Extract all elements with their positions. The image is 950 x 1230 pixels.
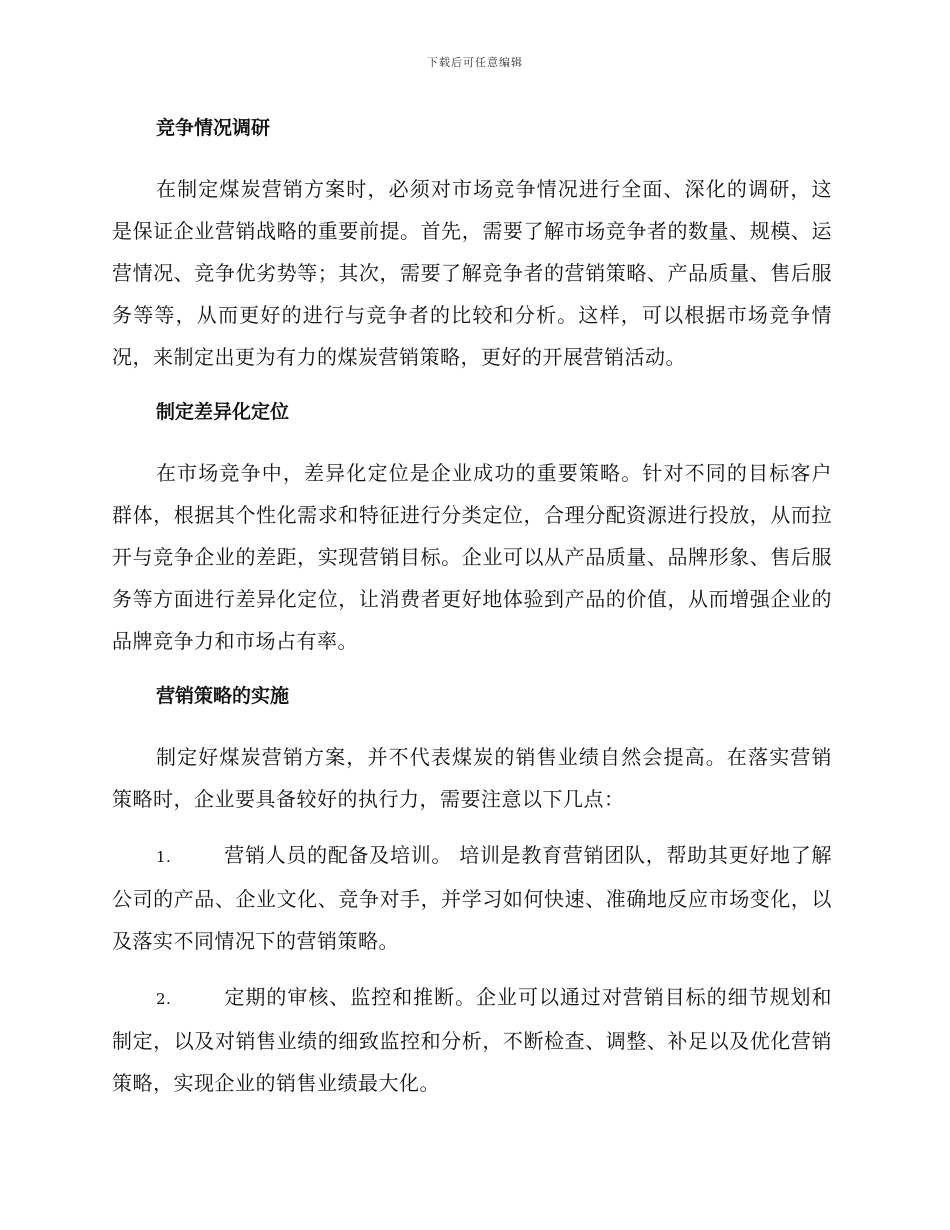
list-item-number: 1. xyxy=(156,848,172,866)
paragraph-differentiation: 在市场竞争中，差异化定位是企业成功的重要策略。针对不同的目标客户群体，根据其个性化需求和特征进行分类定位，合理分配资源进行投放，从而拉开与竞争企业的差距，实现营销目标。企业可以从产品质量、品牌形象、售后服务等方面进行差异化定位，让消费者更好地体验到产品的价值，从而增强企业的品牌竞争力和市场占有率。 xyxy=(112,461,832,653)
paragraph-strategy-implementation: 制定好煤炭营销方案，并不代表煤炭的销售业绩自然会提高。在落实营销策略时，企业要具备较好的执行力，需要注意以下几点： xyxy=(112,745,832,811)
page-header: 下载后可任意编辑 xyxy=(427,56,523,69)
list-item-text: 定期的审核、监控和推断。企业可以通过对营销目标的细节规划和制定，以及对销售业绩的细致监控和分析，不断检查、调整、补足以及优化营销策略，实现企业的销售业绩最大化。 xyxy=(112,985,832,1095)
list-item-number: 2. xyxy=(156,990,172,1008)
paragraph-competition-research: 在制定煤炭营销方案时，必须对市场竞争情况进行全面、深化的调研，这是保证企业营销战略的重要前提。首先，需要了解市场竞争者的数量、规模、运营情况、竞争优劣势等；其次，需要了解竞争者的营销策略、产品质量、售后服务等等，从而更好的进行与竞争者的比较和分析。这样，可以根据市场竞争情况，来制定出更为有力的煤炭营销策略，更好的开展营销活动。 xyxy=(112,177,832,369)
section-heading-strategy-implementation: 营销策略的实施 xyxy=(156,685,290,707)
document-body xyxy=(112,108,832,1118)
section-heading-competition-research: 竞争情况调研 xyxy=(156,117,271,139)
list-item xyxy=(112,834,832,962)
section-heading-differentiation: 制定差异化定位 xyxy=(156,401,290,423)
list-item xyxy=(112,976,832,1104)
list-item-text: 营销人员的配备及培训。 培训是教育营销团队，帮助其更好地了解公司的产品、企业文化、竞争对手，并学习如何快速、准确地反应市场变化，以及落实不同情况下的营销策略。 xyxy=(112,843,832,953)
